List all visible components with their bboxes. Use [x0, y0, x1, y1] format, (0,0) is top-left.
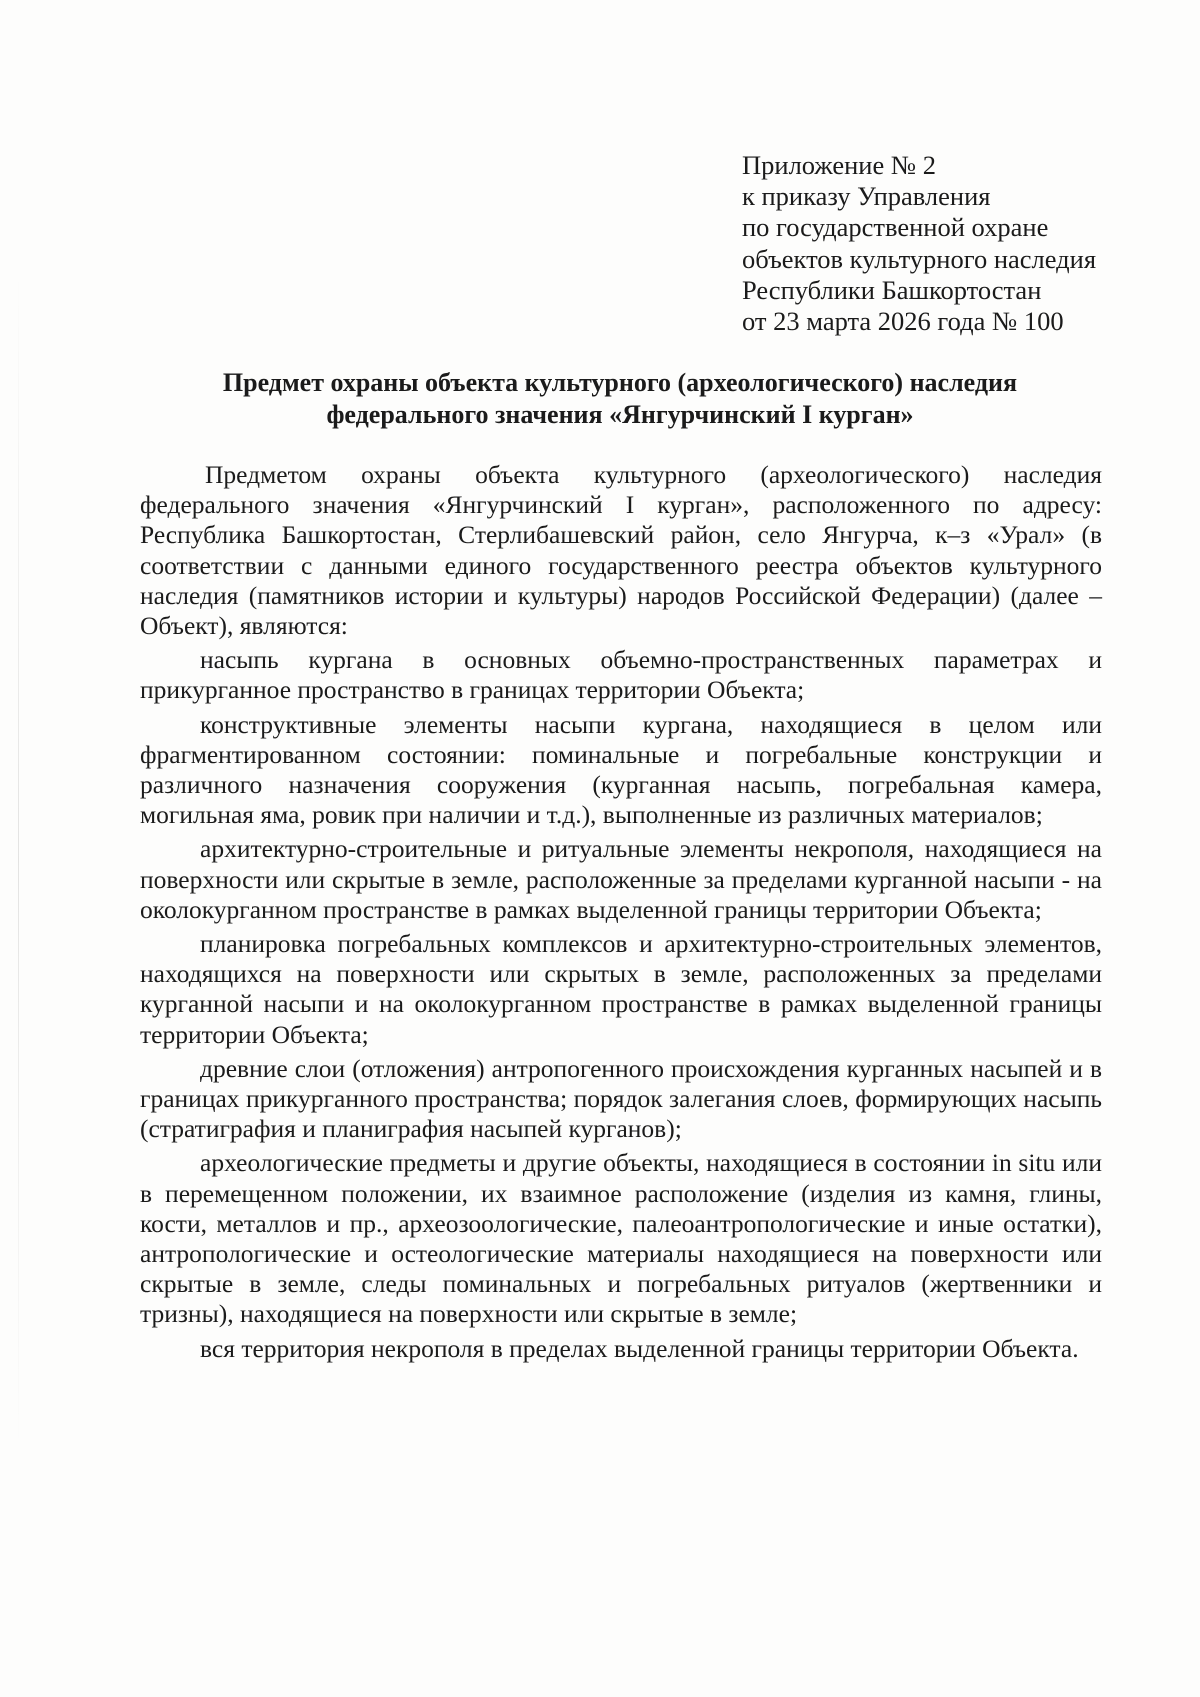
- body-paragraph-intro: Предметом охраны объекта культурного (археологического) наследия федерального значения «Янгурчинский I курган», расположенного по адресу: Республика Башкортостан, Стерлибашевский район, село Янгурча, к–з «Урал» (в соответствии с данными единого государственного реестра объектов культурного наследия (памятников истории и культуры) народов Российской Федерации) (далее – Объект), являются:: [140, 460, 1102, 641]
- document-title: [140, 367, 1100, 431]
- appendix-line: по государственной охране: [742, 212, 1049, 243]
- appendix-line: Республики Башкортостан: [742, 274, 1042, 305]
- body-paragraph: архитектурно-строительные и ритуальные элементы некрополя, находящиеся на поверхности или скрытые в земле, расположенные за пределами курганной насыпи - на околокурганном пространстве в рамках выделенной границы территории Объекта;: [140, 834, 1102, 924]
- title-line-1: Предмет охраны объекта культурного (археологического) наследия: [222, 368, 1018, 397]
- appendix-line: от 23 марта 2026 года № 100: [742, 306, 1064, 337]
- body-paragraph: планировка погребальных комплексов и архитектурно-строительных элементов, находящихся на поверхности или скрытых в земле, расположенных за пределами курганной насыпи и на околокурганном пространстве в рамках выделенной границы территории Объекта;: [140, 929, 1102, 1049]
- document-body: [140, 460, 1102, 1368]
- appendix-line: объектов культурного наследия: [742, 243, 1097, 274]
- title-line-2: федерального значения «Янгурчинский I курган»: [326, 400, 914, 429]
- appendix-line: Приложение № 2: [742, 150, 937, 180]
- scan-edge-shadow: [18, 270, 19, 1450]
- body-paragraph: археологические предметы и другие объекты, находящиеся в состоянии in situ или в перемещенном положении, их взаимное расположение (изделия из камня, глины, кости, металлов и пр., археозоологические, палеоантропологические и иные остатки), антропологические и остеологические материалы находящиеся на поверхности или скрытые в земле, следы поминальных и погребальных ритуалов (жертвенники и тризны), находящиеся на поверхности или скрытые в земле;: [140, 1148, 1102, 1329]
- appendix-header: [742, 150, 1162, 337]
- body-paragraph: насыпь кургана в основных объемно-пространственных параметрах и прикурганное пространство в границах территории Объекта;: [140, 645, 1102, 705]
- body-paragraph: вся территория некрополя в пределах выделенной границы территории Объекта.: [200, 1333, 1079, 1363]
- appendix-line: к приказу Управления: [742, 181, 991, 212]
- body-paragraph: древние слои (отложения) антропогенного происхождения курганных насыпей и в границах прикурганного пространства; порядок залегания слоев, формирующих насыпь (стратиграфия и планиграфия насыпей курганов);: [140, 1053, 1102, 1144]
- body-paragraph: конструктивные элементы насыпи кургана, находящиеся в целом или фрагментированном состоянии: поминальные и погребальные конструкции и различного назначения сооружения (курганная насыпь, погребальная камера, могильная яма, ровик при наличии и т.д.), выполненные из различных материалов;: [140, 709, 1102, 830]
